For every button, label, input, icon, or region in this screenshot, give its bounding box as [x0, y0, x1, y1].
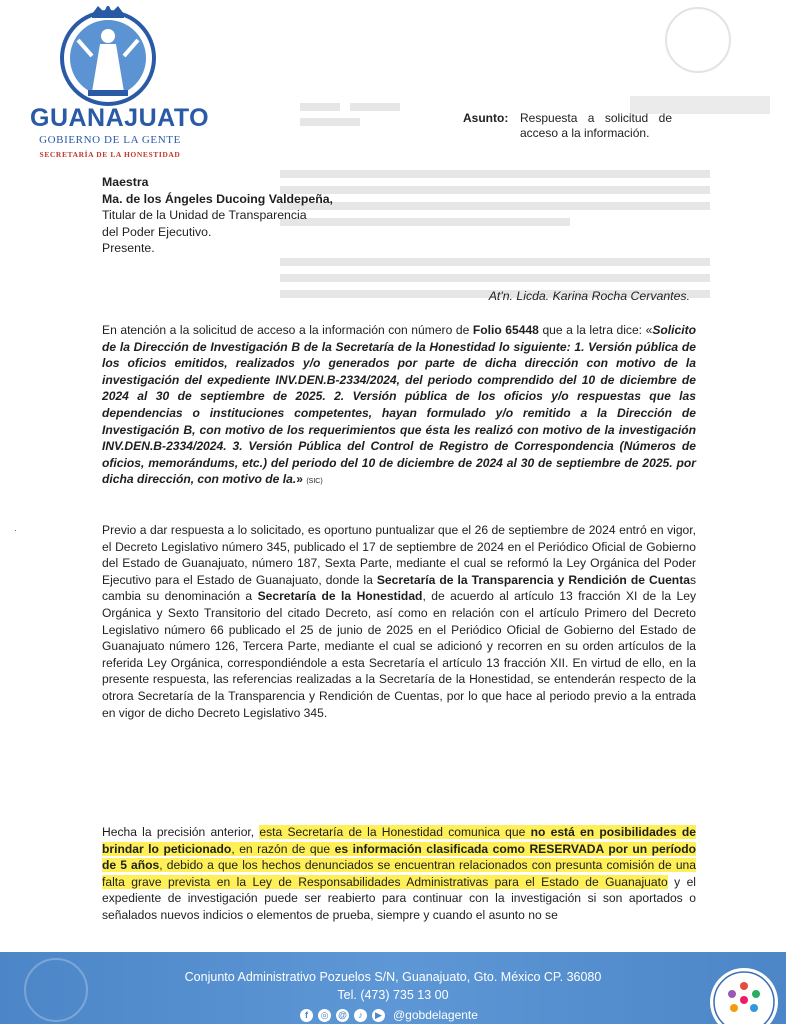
- subject-label: Asunto:: [463, 111, 509, 125]
- social-handle[interactable]: @gobdelagente: [393, 1008, 478, 1022]
- request-paragraph: [102, 322, 696, 491]
- inclusion-badge-logo: [706, 962, 780, 1024]
- p2-text-2: s cambia su denominación a: [102, 572, 696, 604]
- highlight-bold-2: es información clasificada como RESERVADA por un período de 5 años: [102, 841, 696, 873]
- youtube-icon[interactable]: ▶: [372, 1009, 385, 1022]
- attention-line: At'n. Licda. Karina Rocha Cervantes.: [488, 289, 690, 303]
- highlight-bold-1: no está en posibilidades de brindar lo peticionado: [102, 825, 696, 856]
- p2-text-3: , de acuerdo al artículo 13 fracción XI de la Ley Orgánica y Sexto Transitorio del citado Decreto, así como en relación con el artículo Primero del Decreto Legislativo número 66 publicado el 25 de junio de 2025 en el Periódico Oficial de Gobierno del Estado de Guanajuato número 126, Tercera Parte, mediante el cual se adicionó y recorren en su orden artículos de la referida Ley Orgánica, correspondiéndole a esta Secretaría el artículo 13 fracción XII. En virtud de ello, en la presente respuesta, las referencias realizadas a la Secretaría de la Honestidad, se entenderán respecto de la otrora Secretaría de la Transparencia y Rendición de Cuentas, por lo que hace al periodo previo a la entrada en vigor de dicho Decreto Legislativo 345.: [102, 589, 697, 720]
- threads-icon[interactable]: @: [336, 1009, 349, 1022]
- p1-mid: que a la letra dice: «: [538, 323, 653, 337]
- p3-text-2: y el expediente de investigación puede ser reabierto para continuar con la investigación si son aportados o señalados nuevos indicios o elementos de prueba, siempre y cuando el asunto no se: [102, 874, 696, 922]
- footer-social-row: [300, 1007, 478, 1023]
- tiktok-icon[interactable]: ♪: [354, 1009, 367, 1022]
- brand-department: SECRETARÍA DE LA HONESTIDAD: [39, 150, 181, 159]
- addressee-position-line1: Titular de la Unidad de Transparencia: [102, 208, 307, 222]
- sic-mark: (SIC): [306, 478, 323, 486]
- p3-text-1: Hecha la precisión anterior,: [102, 825, 260, 839]
- addressee-block: [102, 174, 333, 257]
- footer-bar: [0, 952, 786, 1024]
- brand-subtitle: GOBIERNO DE LA GENTE: [39, 134, 181, 146]
- p2-bold-1: Secretaría de la Transparencia y Rendición de Cuenta: [376, 572, 690, 587]
- p1-intro: En atención a la solicitud de acceso a la información con número de: [102, 323, 473, 337]
- brand-title: GUANAJUATO: [30, 104, 210, 132]
- instagram-icon[interactable]: ◎: [318, 1009, 331, 1022]
- facebook-icon[interactable]: f: [300, 1009, 313, 1022]
- bleed-through-area: [280, 0, 786, 330]
- margin-dot: ·: [14, 525, 17, 535]
- addressee-name: Ma. de los Ángeles Ducoing Valdepeña,: [102, 191, 333, 206]
- folio-number: Folio 65448: [472, 323, 539, 337]
- footer-address: Conjunto Administrativo Pozuelos S/N, Guanajuato, Gto. México CP. 36080: [184, 970, 602, 984]
- response-paragraph: [102, 824, 696, 924]
- subject-text: Respuesta a solicitud de acceso a la información.: [520, 111, 672, 140]
- addressee-position-line2: del Poder Ejecutivo.: [102, 224, 212, 239]
- highlight-2: , en razón de que: [231, 841, 335, 856]
- decree-paragraph: [102, 522, 696, 721]
- addressee-closing: Presente.: [102, 241, 155, 255]
- p2-bold-2: Secretaría de la Honestidad: [257, 589, 423, 604]
- highlight-1: esta Secretaría de la Honestidad comunica que: [259, 825, 531, 839]
- request-quote: Solicito de la Dirección de Investigación B de la Secretaría de la Honestidad lo siguiente: 1. Versión pública de los oficios emitidos, realizados y/o generados por parte de dicha dirección con motivo de la investigación del expediente INV.DEN.B-2334/2024, del periodo comprendido del 10 de diciembre de 2024 al 30 de septiembre de 2025. 2. Versión pública de los oficios y/o respuestas que las dependencias o instituciones competentes, hayan formulado y/o remitido a la Dirección de Investigación B, con motivo de los requerimientos que ésta les realizó con motivo de la investigación INV.DEN.B-2334/2024. 3. Versión Pública del Control de Registro de Correspondencia (Números de oficios, memorándums, etc.) del periodo del 10 de diciembre de 2024 al 30 de septiembre de 2025. por dicha dirección, con motivo de la.: [102, 323, 696, 487]
- highlight-3: , debido a que los hechos denunciados se encuentran relacionados con presunta comisión de una falta grave prevista en la Ley de Responsabilidades Administrativas para el Estado de Guanajuato: [102, 858, 696, 889]
- p2-text-1: Previo a dar respuesta a lo solicitado, es oportuno puntualizar que el 26 de septiembre de 2024 entró en vigor, el Decreto Legislativo número 345, publicado el 17 de septiembre de 2024 en el Periódico Oficial de Gobierno del Estado de Guanajuato, número 187, Sexta Parte, mediante el cual se reformó la Ley Orgánica del Poder Ejecutivo para el Estado de Guanajuato, donde la: [102, 523, 696, 587]
- addressee-title: Maestra: [102, 175, 149, 189]
- footer-phone: Tel. (473) 735 13 00: [337, 988, 449, 1002]
- p1-end-quote: »: [296, 472, 303, 487]
